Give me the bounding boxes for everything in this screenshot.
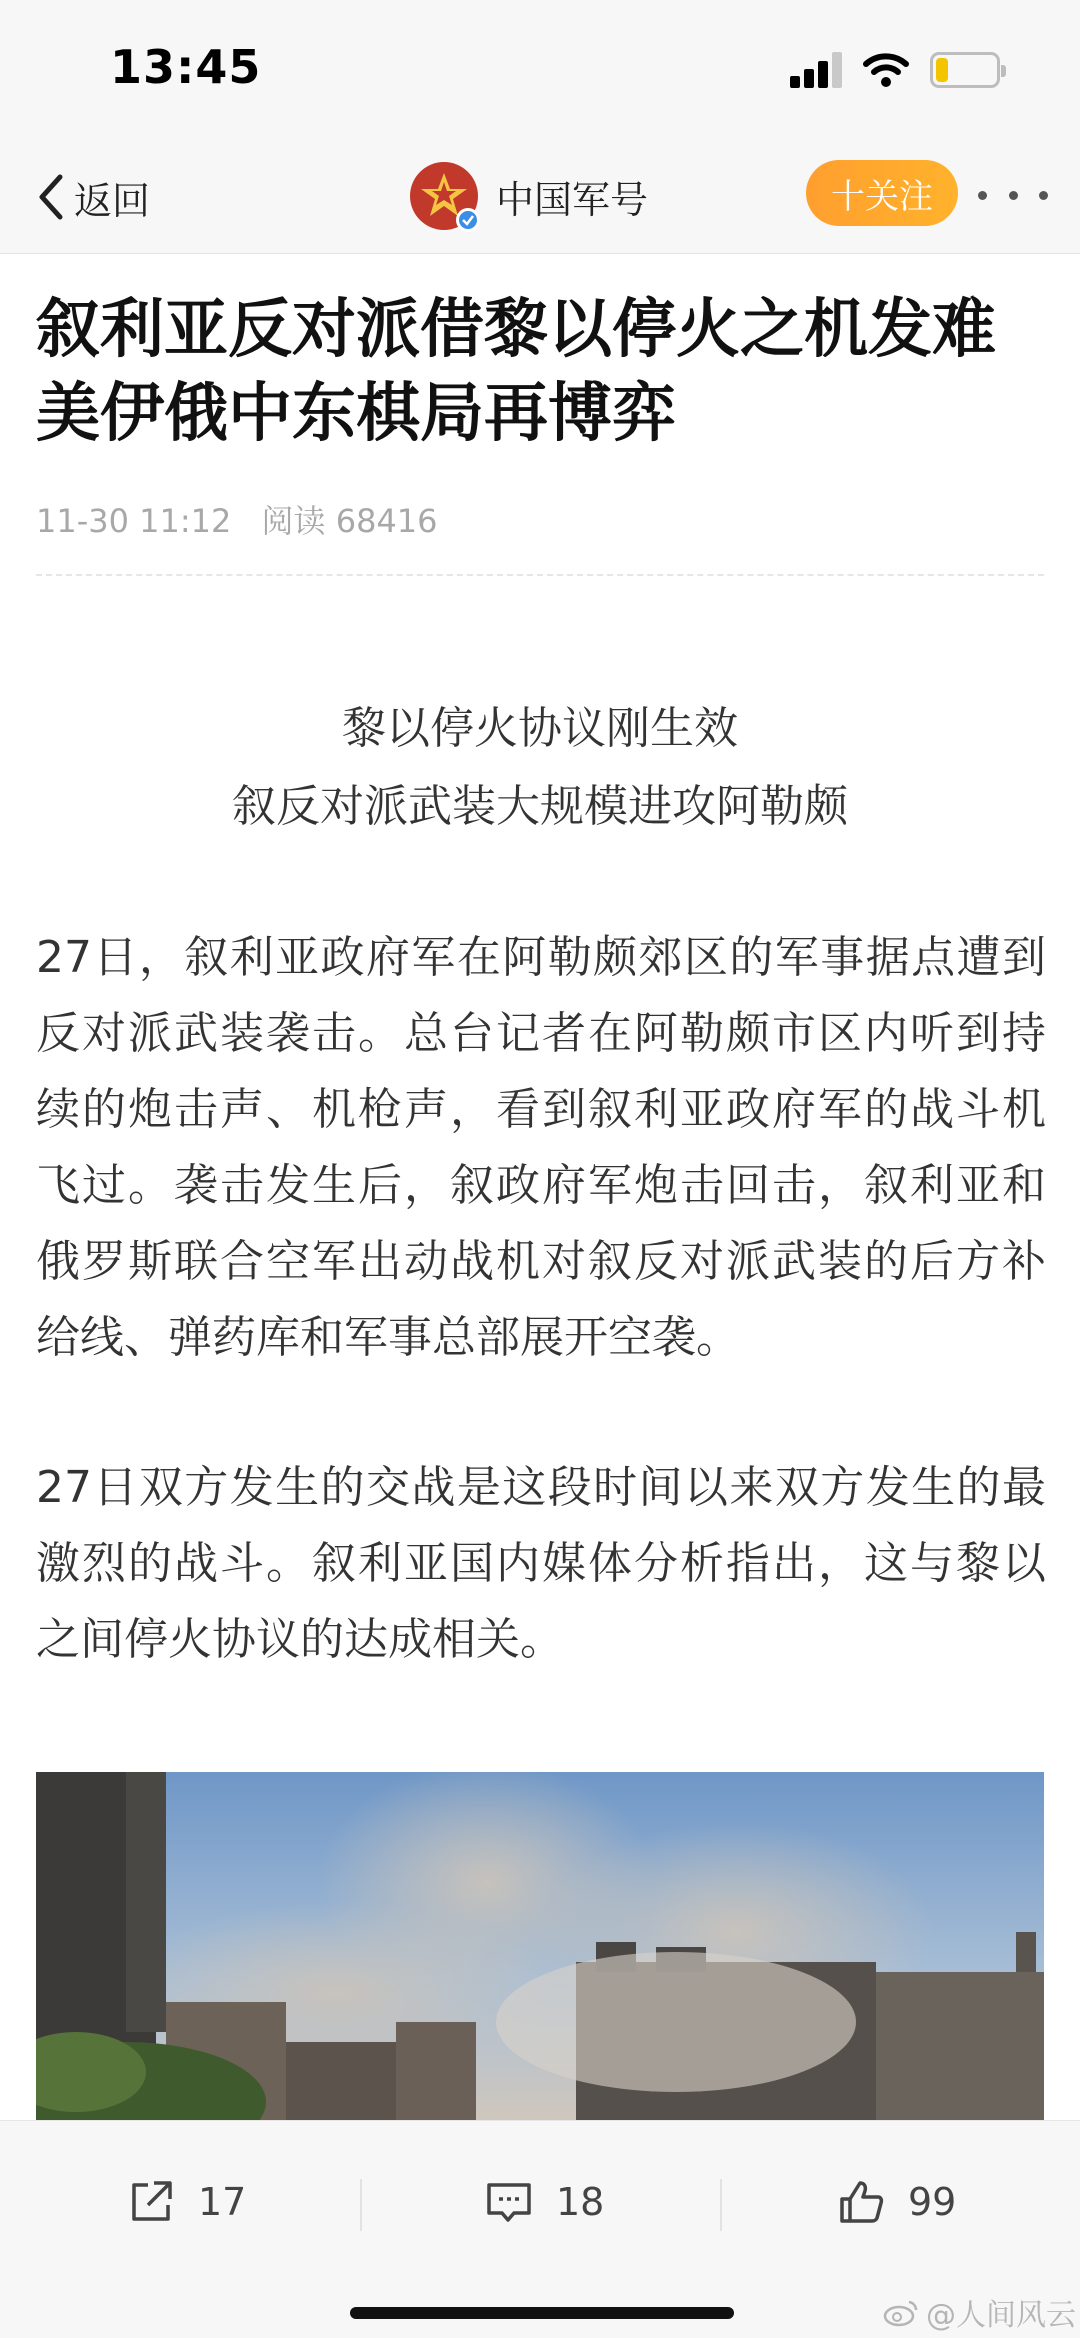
status-bar — [0, 0, 1080, 140]
account-name[interactable]: 中国军号 — [496, 177, 649, 222]
more-options-button[interactable] — [978, 170, 1048, 220]
cellular-signal-icon — [790, 52, 844, 88]
more-dot-icon — [978, 191, 987, 200]
comment-icon — [484, 2177, 534, 2227]
more-dot-icon — [1039, 191, 1048, 200]
wifi-icon — [862, 50, 910, 90]
more-dot-icon — [1009, 191, 1018, 200]
subheading: 黎以停火协议刚生效 — [342, 703, 738, 754]
divider — [36, 574, 1044, 576]
battery-icon — [930, 52, 1000, 88]
verified-check-icon — [456, 208, 480, 232]
article-image[interactable] — [36, 1772, 1044, 2120]
weibo-icon — [882, 2297, 920, 2327]
separator — [720, 2179, 722, 2231]
status-time: 13:45 — [110, 40, 262, 94]
article-paragraph: 27日，叙利亚政府军在阿勒颇郊区的军事据点遭到反对派武装袭击。总台记者在阿勒颇市区内听到持续的炮击声、机枪声，看到叙利亚政府军的战斗机飞过。袭击发生后，叙政府军炮击回击，叙利亚和俄罗斯联合空军出动战机对叙反对派武装的后方补给线、弹药库和军事总部展开空袭。 — [36, 932, 1046, 1363]
follow-button[interactable]: 十关注 — [806, 160, 958, 226]
article-date: 11-30 11:12 — [36, 502, 232, 540]
home-indicator[interactable] — [350, 2307, 734, 2319]
share-icon — [126, 2177, 176, 2227]
comment-count: 18 — [556, 2180, 605, 2224]
thumb-up-icon — [836, 2177, 886, 2227]
comment-button[interactable] — [484, 2167, 604, 2237]
watermark — [882, 2290, 1076, 2334]
watermark-text: @人间风云 — [926, 2298, 1076, 2333]
article-meta — [36, 496, 438, 542]
like-count: 99 — [908, 2180, 957, 2224]
chevron-left-icon — [30, 167, 70, 227]
share-button[interactable] — [126, 2167, 246, 2237]
subheading: 叙反对派武装大规模进攻阿勒颇 — [232, 781, 848, 832]
share-count: 17 — [198, 2180, 247, 2224]
separator — [360, 2179, 362, 2231]
read-count: 阅读 68416 — [261, 502, 438, 540]
article-paragraph: 27日双方发生的交战是这段时间以来双方发生的最激烈的战斗。叙利亚国内媒体分析指出，这与黎以之间停火协议的达成相关。 — [36, 1462, 1046, 1665]
like-button[interactable] — [836, 2167, 956, 2237]
back-button[interactable] — [30, 162, 150, 232]
account-header[interactable] — [410, 158, 648, 234]
nav-bar — [0, 140, 1080, 254]
back-label: 返回 — [74, 178, 151, 223]
article-title: 叙利亚反对派借黎以停火之机发难 美伊俄中东棋局再博弈 — [36, 293, 996, 451]
avatar[interactable] — [410, 162, 478, 230]
